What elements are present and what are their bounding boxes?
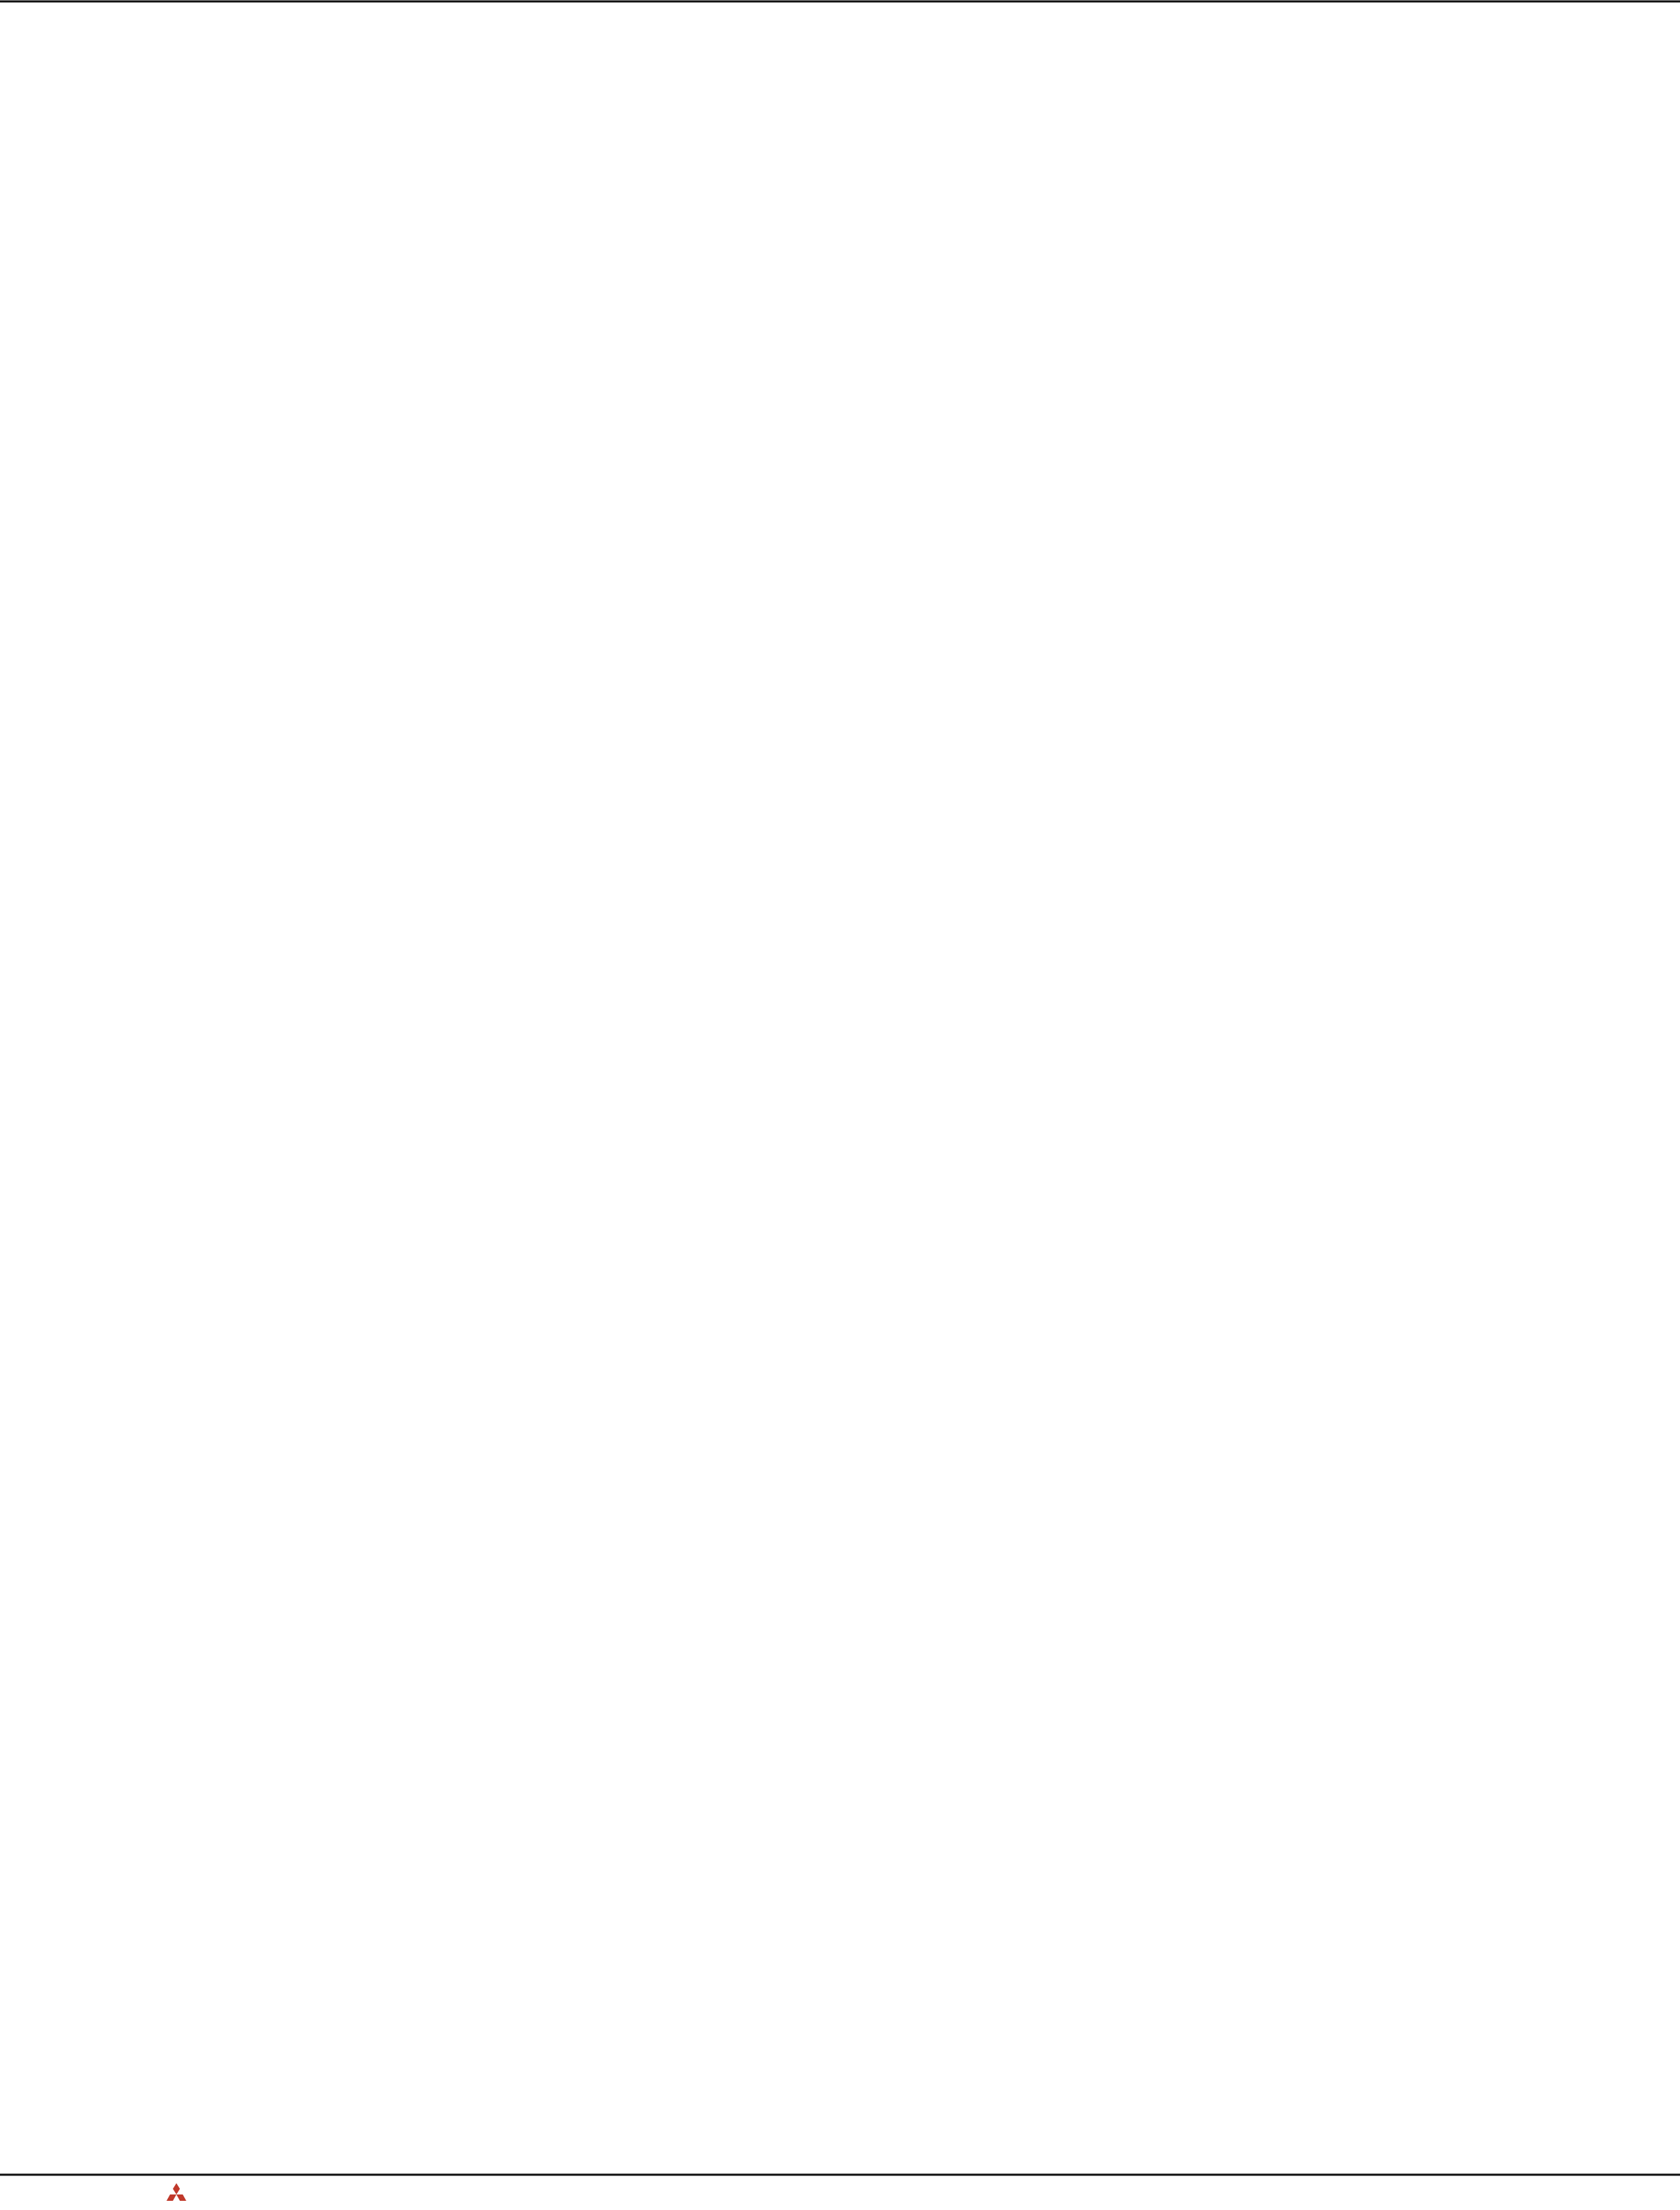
mitsubishi-three-diamonds-icon (161, 2183, 192, 2207)
